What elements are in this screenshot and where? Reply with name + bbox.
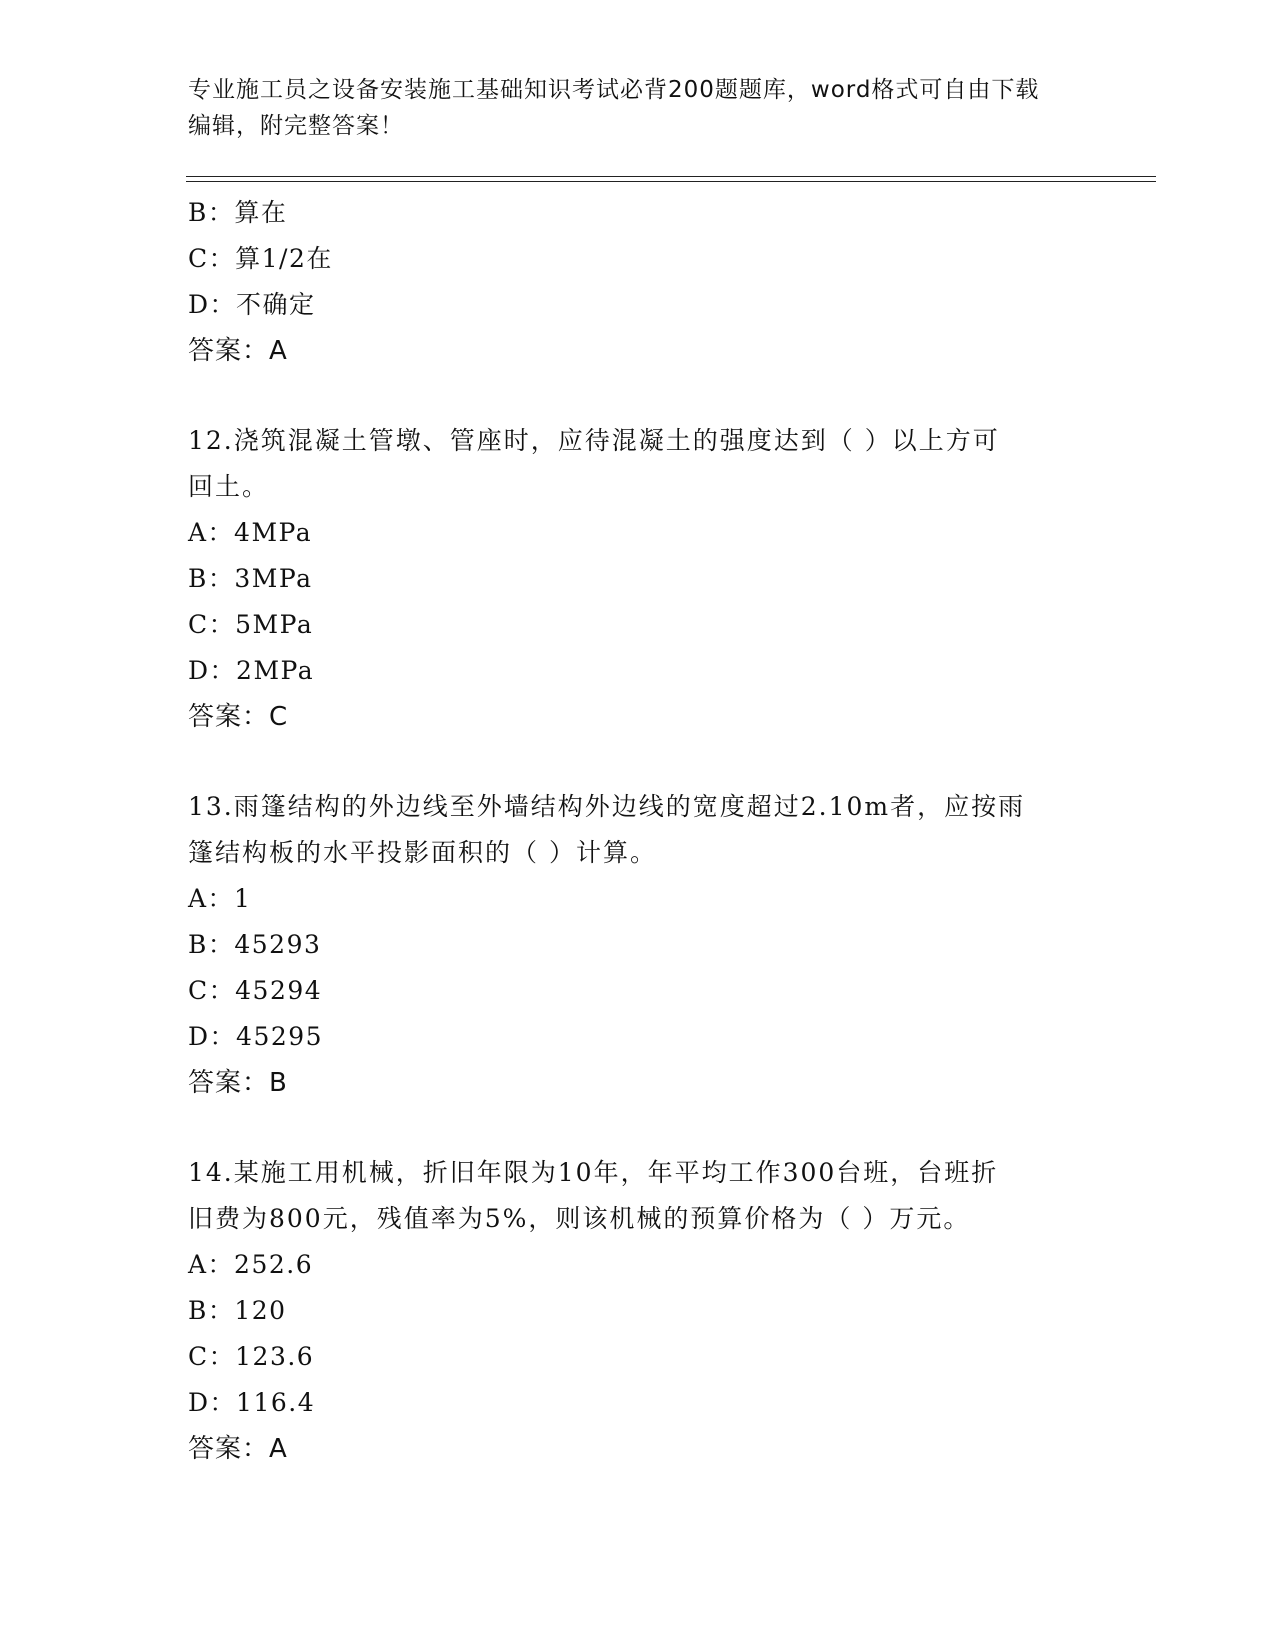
option-d: D：2MPa <box>188 656 315 685</box>
option-c: C：5MPa <box>188 610 314 639</box>
option-b: B：45293 <box>188 930 322 959</box>
header-line-1: 专业施工员之设备安装施工基础知识考试必背200题题库，word格式可自由下载 <box>188 77 1040 103</box>
question-text-line: 13.雨篷结构的外边线至外墙结构外边线的宽度超过2.10m者，应按雨 <box>188 792 1026 821</box>
option-a: A：1 <box>188 884 252 913</box>
header-divider-top <box>186 176 1156 177</box>
question-text-line: 篷结构板的水平投影面积的（ ）计算。 <box>188 838 657 867</box>
option-d: D：45295 <box>188 1022 324 1051</box>
document-header <box>188 72 1088 144</box>
question-text-line: 回土。 <box>188 472 270 501</box>
option-b: B：120 <box>188 1296 287 1325</box>
question-13 <box>188 784 1088 1106</box>
header-divider-bottom <box>186 181 1156 182</box>
question-14 <box>188 1150 1088 1472</box>
option-c: C：算1/2在 <box>188 244 333 273</box>
answer-line: 答案：A <box>188 336 288 366</box>
document-body <box>188 190 1088 1472</box>
answer-line: 答案：B <box>188 1068 288 1098</box>
option-b: B：3MPa <box>188 564 313 593</box>
option-b: B：算在 <box>188 198 288 227</box>
option-d: D：116.4 <box>188 1388 316 1417</box>
question-text-line: 12.浇筑混凝土管墩、管座时，应待混凝土的强度达到（ ）以上方可 <box>188 426 1000 455</box>
option-a: A：252.6 <box>188 1250 314 1279</box>
option-c: C：123.6 <box>188 1342 315 1371</box>
option-c: C：45294 <box>188 976 323 1005</box>
question-text-line: 14.某施工用机械，折旧年限为10年，年平均工作300台班，台班折 <box>188 1158 999 1187</box>
answer-line: 答案：C <box>188 702 289 732</box>
header-line-2: 编辑，附完整答案！ <box>188 113 404 139</box>
option-a: A：4MPa <box>188 518 313 547</box>
question-12 <box>188 418 1088 740</box>
partial-question <box>188 190 1088 374</box>
answer-line: 答案：A <box>188 1434 288 1464</box>
question-text-line: 旧费为800元，残值率为5%，则该机械的预算价格为（ ）万元。 <box>188 1204 971 1233</box>
option-d: D：不确定 <box>188 290 316 319</box>
